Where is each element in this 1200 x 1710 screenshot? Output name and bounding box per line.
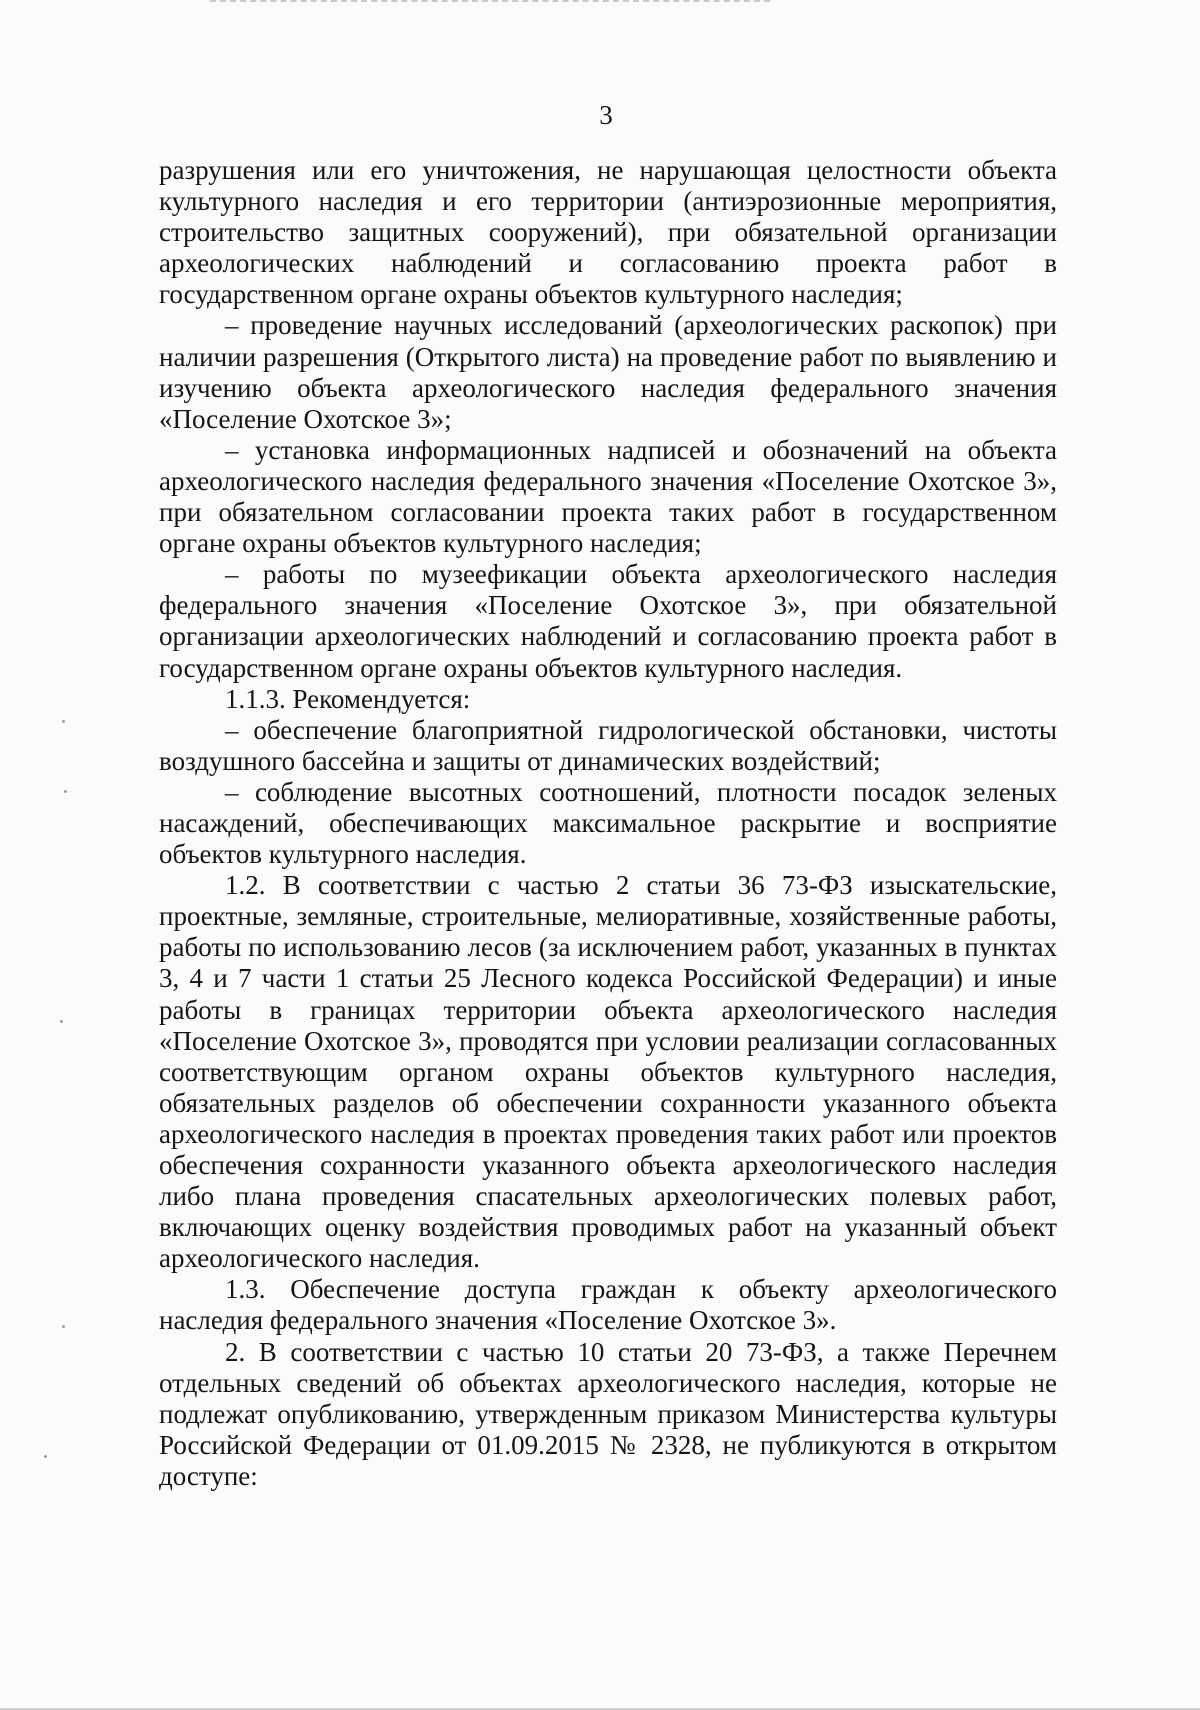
- scan-speck: [64, 790, 67, 793]
- scan-speck: [44, 1455, 47, 1458]
- paragraph-height-ratios: – соблюдение высотных соотношений, плотности посадок зеленых насаждений, обеспечивающих максимальное раскрытие и восприятие объектов культурного наследия.: [159, 776, 1057, 870]
- paragraph-museumification: – работы по музеефикации объекта археологического наследия федерального значения «Поселение Охотское 3», при обязательной организации археологических наблюдений и согласованию проекта работ в государственном органе охраны объектов культурного наследия.: [159, 559, 1057, 683]
- paragraph-research: – проведение научных исследований (археологических раскопок) при наличии разрешения (Открытого листа) на проведение работ по выявлению и изучению объекта археологического наследия федерального значения «Поселение Охотское 3»;: [159, 310, 1057, 434]
- paragraph-signage: – установка информационных надписей и обозначений на объекта археологического наследия федерального значения «Поселение Охотское 3», при обязательном согласовании проекта таких работ в государственном органе охраны объектов культурного наследия;: [159, 434, 1057, 559]
- page-number: 3: [599, 100, 613, 130]
- scan-speck: [60, 1020, 63, 1023]
- paragraph-hydrology: – обеспечение благоприятной гидрологической обстановки, чистоты воздушного бассейна и защиты от динамических воздействий;: [159, 714, 1057, 776]
- scan-artifact-bottom: [0, 1704, 1200, 1710]
- scan-artifact-top: [210, 0, 770, 6]
- paragraph-1-3: 1.3. Обеспечение доступа граждан к объекту археологического наследия федерального значения «Поселение Охотское 3».: [159, 1274, 1057, 1336]
- scan-speck: [62, 720, 65, 723]
- paragraph-continuation: разрушения или его уничтожения, не нарушающая целостности объекта культурного наследия и его территории (антиэрозионные мероприятия, строительство защитных сооружений), при обязательной организации археологических наблюдений и согласованию проекта работ в государственном органе охраны объектов культурного наследия;: [159, 155, 1057, 310]
- section-heading-1-1-3: 1.1.3. Рекомендуется:: [225, 683, 471, 714]
- scan-speck: [62, 1325, 65, 1328]
- paragraph-1-2: 1.2. В соответствии с частью 2 статьи 36 73-ФЗ изыскательские, проектные, земляные, строительные, мелиоративные, хозяйственные работы, работы по использованию лесов (за исключением работ, указанных в пунктах 3, 4 и 7 части 1 статьи 25 Лесного кодекса Российской Федерации) и иные работы в границах территории объекта археологического наследия «Поселение Охотское 3», проводятся при условии реализации согласованных соответствующим органом охраны объектов культурного наследия, обязательных разделов об обеспечении сохранности указанного объекта археологического наследия в проектах проведения таких работ или проектов обеспечения сохранности указанного объекта археологического наследия либо плана проведения спасательных археологических полевых работ, включающих оценку воздействия проводимых работ на указанный объект археологического наследия.: [159, 870, 1057, 1274]
- paragraph-2: 2. В соответствии с частью 10 статьи 20 73-ФЗ, а также Перечнем отдельных сведений об объектах археологического наследия, которые не подлежат опубликованию, утвержденным приказом Министерства культуры Российской Федерации от 01.09.2015 № 2328, не публикуются в открытом доступе:: [159, 1336, 1057, 1491]
- document-body: [159, 155, 1057, 1492]
